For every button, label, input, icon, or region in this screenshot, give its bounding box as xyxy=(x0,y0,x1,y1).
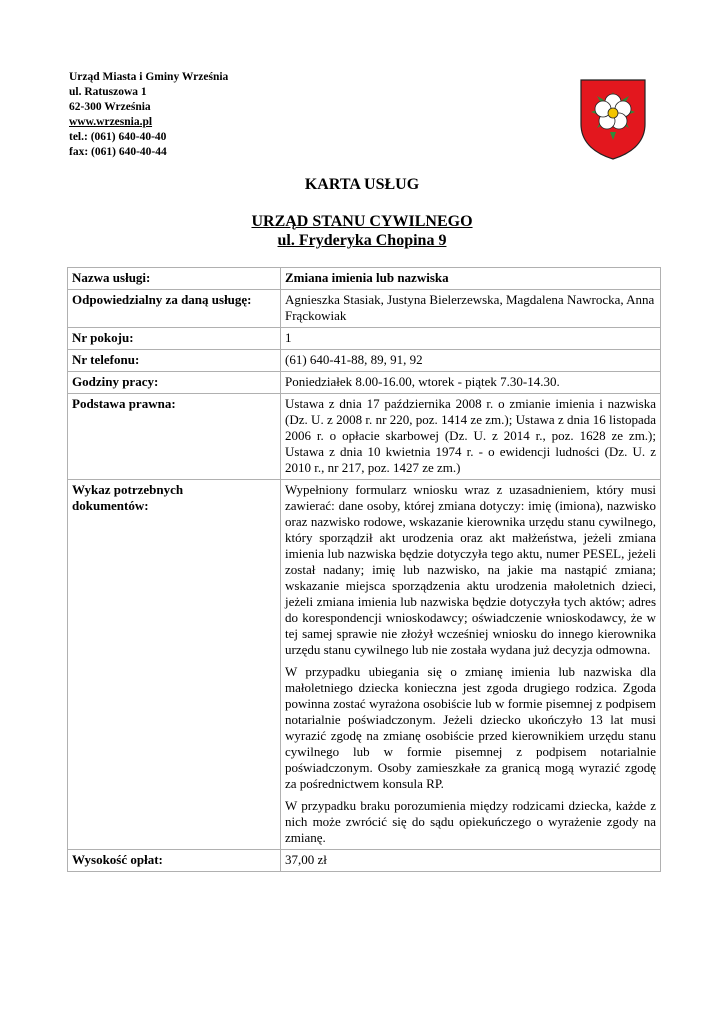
legal-basis-label: Podstawa prawna: xyxy=(68,394,281,480)
office-title xyxy=(0,212,724,250)
legal-basis-value: Ustawa z dnia 17 października 2008 r. o zmianie imienia i nazwiska (Dz. U. z 2008 r. nr 220, poz. 1414 ze zm.); Ustawa z dnia 16 listopada 2006 r. o opłacie skarbowej (Dz. U. z 2014 r., poz. 1628 ze zm.); Ustawa z dnia 10 kwietnia 1974 r. - o ewidencji ludności (Dz. U. z 2010 r., nr 217, poz. 1427 ze zm.) xyxy=(281,394,661,480)
table-row xyxy=(68,290,661,328)
office-address-heading: ul. Fryderyka Chopina 9 xyxy=(277,232,447,249)
table-row xyxy=(68,268,661,290)
office-street: ul. Ratuszowa 1 xyxy=(69,86,147,98)
office-fax: fax: (061) 640-40-44 xyxy=(69,146,167,158)
office-phone: tel.: (061) 640-40-40 xyxy=(69,131,167,143)
responsible-label: Odpowiedzialny za daną usługę: xyxy=(68,290,281,328)
table-row xyxy=(68,350,661,372)
room-label: Nr pokoju: xyxy=(68,328,281,350)
service-name-value: Zmiana imienia lub nazwiska xyxy=(281,268,661,290)
fee-value: 37,00 zł xyxy=(281,850,661,872)
room-value: 1 xyxy=(281,328,661,350)
service-card-table xyxy=(67,267,661,872)
fee-label: Wysokość opłat: xyxy=(68,850,281,872)
phone-label: Nr telefonu: xyxy=(68,350,281,372)
phone-value: (61) 640-41-88, 89, 91, 92 xyxy=(281,350,661,372)
responsible-value: Agnieszka Stasiak, Justyna Bielerzewska, Magdalena Nawrocka, Anna Frąckowiak xyxy=(281,290,661,328)
office-name: Urząd Miasta i Gminy Września xyxy=(69,71,229,83)
page-title: KARTA USŁUG xyxy=(304,176,420,193)
hours-label: Godziny pracy: xyxy=(68,372,281,394)
documents-label-line: Wykaz potrzebnych xyxy=(72,482,184,497)
documents-label-line: dokumentów: xyxy=(72,498,149,513)
table-row xyxy=(68,850,661,872)
table-row xyxy=(68,328,661,350)
documents-paragraph: Wypełniony formularz wniosku wraz z uzasadnieniem, który musi zawierać: dane osoby, której zmiana dotyczy: imię (imiona), nazwisko oraz nazwisko rodowe, wskazanie kierownika urzędu stanu cywilnego, który sporządził akt urodzenia oraz akt małżeństwa, jeżeli zmiana imienia lub nazwiska będzie dotyczyła tego aktu, numer PESEL, jeżeli został nadany; imię lub nazwisko, na jakie ma nastąpić zmiana; wskazanie miejsca sporządzenia aktu urodzenia małoletnich dzieci, jeżeli zmiana imienia lub nazwiska będzie dotyczyła tych aktów; adres do korespondencji wnioskodawcy; oświadczenie wnioskodawcy, że w tej samej sprawie nie złożył wcześniej wniosku do innego kierownika urzędu stanu cywilnego lub nie została wydana już decyzja odmowna. xyxy=(285,482,656,657)
city-crest-icon xyxy=(579,78,647,160)
table-row xyxy=(68,372,661,394)
service-name-label: Nazwa usługi: xyxy=(68,268,281,290)
office-name-heading: URZĄD STANU CYWILNEGO xyxy=(251,213,473,230)
table-row xyxy=(68,394,661,480)
documents-paragraph: W przypadku ubiegania się o zmianę imienia lub nazwiska dla małoletniego dziecka konieczna jest zgoda drugiego rodzica. Zgoda powinna zostać wyrażona osobiście lub w formie pisemnej z podpisem notarialnie poświadczonym. Jeżeli dziecko ukończyło 13 lat musi wyrazić zgodę na zmianę osobiście przed kierownikiem urzędu stanu cywilnego lub w formie pisemnej z podpisem notarialnie poświadczonym. Osoby zamieszkałe za granicą mogą wyrazić zgodę za pośrednictwem konsula RP. xyxy=(285,664,656,791)
table-row xyxy=(68,480,661,850)
documents-paragraph: W przypadku braku porozumienia między rodzicami dziecka, każde z nich może zwrócić się do sądu opiekuńczego o wyrażenie zgody na zmianę. xyxy=(285,798,656,845)
documents-value xyxy=(281,480,661,850)
office-address-block xyxy=(69,70,228,160)
office-website-link[interactable]: www.wrzesnia.pl xyxy=(69,116,153,128)
documents-label xyxy=(68,480,281,850)
hours-value: Poniedziałek 8.00-16.00, wtorek - piątek 7.30-14.30. xyxy=(281,372,661,394)
office-postal-city: 62-300 Września xyxy=(69,101,151,113)
